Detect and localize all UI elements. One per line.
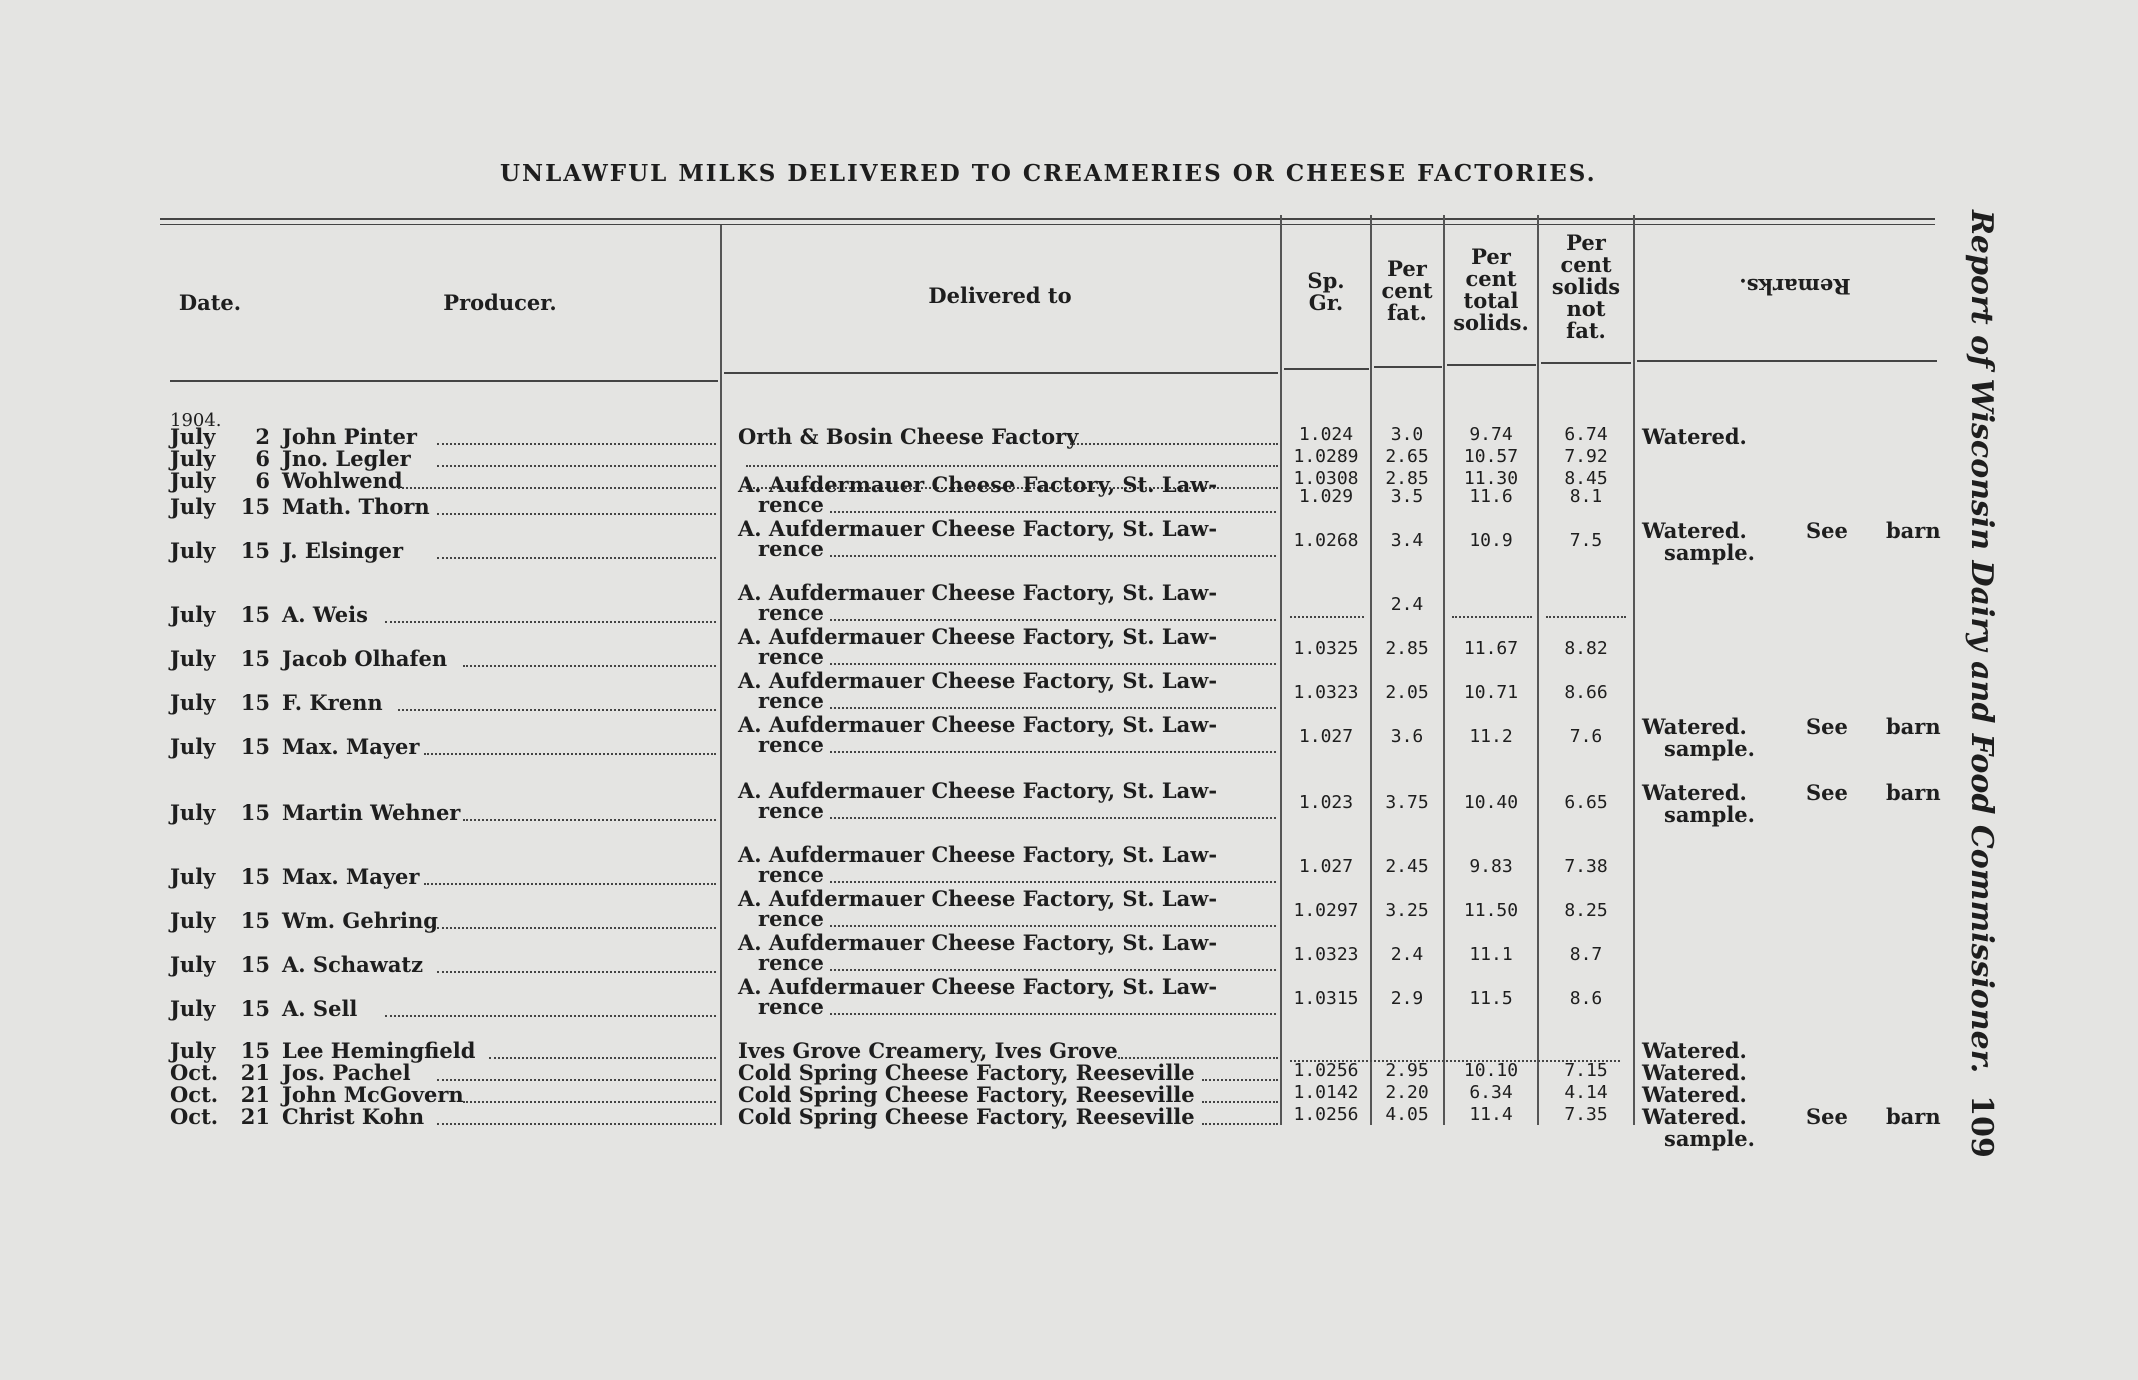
table-title: UNLAWFUL MILKS DELIVERED TO CREAMERIES OR CHEESE FACTORIES. — [500, 160, 1597, 187]
percent-fat: 2.4 — [1390, 594, 1424, 615]
percent-total-solids: 11.30 — [1463, 468, 1519, 489]
header-producer: Producer. — [443, 290, 557, 315]
specific-gravity: 1.0268 — [1293, 530, 1359, 551]
percent-solids-not-fat: 7.92 — [1564, 446, 1608, 467]
specific-gravity: 1.0142 — [1293, 1082, 1359, 1103]
leader-dots — [1118, 1057, 1278, 1059]
date-month: July — [170, 468, 216, 493]
specific-gravity: 1.0289 — [1293, 446, 1359, 467]
delivered-to: A. Aufdermauer Cheese Factory, St. Law- — [738, 668, 1218, 693]
column-divider — [1633, 215, 1635, 1125]
producer-name: A. Weis — [282, 602, 368, 627]
percent-solids-not-fat: 8.1 — [1569, 486, 1603, 507]
producer-name: Wm. Gehring — [282, 908, 438, 933]
remarks-text: Watered. — [1642, 518, 1747, 543]
percent-total-solids: 11.50 — [1463, 900, 1519, 921]
leader-dots — [830, 619, 1276, 621]
delivered-to-cont: rence — [758, 862, 824, 887]
percent-total-solids: 11.4 — [1469, 1104, 1513, 1125]
header-remarks: Remarks. — [1739, 274, 1851, 299]
leader-dots — [830, 817, 1276, 819]
percent-total-solids: 11.1 — [1469, 944, 1513, 965]
remarks-text-cont: sample. — [1664, 802, 1755, 827]
date-day: 15 — [240, 800, 270, 825]
percent-solids-not-fat: 7.6 — [1569, 726, 1603, 747]
delivered-to-cont: rence — [758, 994, 824, 1019]
percent-total-solids: 11.6 — [1469, 486, 1513, 507]
date-month: July — [170, 424, 216, 449]
delivered-to: A. Aufdermauer Cheese Factory, St. Law- — [738, 624, 1218, 649]
producer-name: A. Sell — [282, 996, 358, 1021]
date-day: 15 — [240, 494, 270, 519]
percent-solids-not-fat: 8.66 — [1564, 682, 1608, 703]
leader-dots — [830, 707, 1276, 709]
year-label: 1904. — [170, 410, 222, 431]
date-month: July — [170, 1038, 216, 1063]
percent-total-solids: 9.74 — [1469, 424, 1513, 445]
leader-dots — [830, 663, 1276, 665]
date-day: 15 — [240, 864, 270, 889]
date-day: 6 — [255, 468, 270, 493]
header-rule — [1374, 366, 1442, 368]
column-divider — [1370, 215, 1372, 1125]
producer-name: John Pinter — [282, 424, 417, 449]
leader-dots — [830, 969, 1276, 971]
percent-total-solids: 11.2 — [1469, 726, 1513, 747]
date-day: 15 — [240, 734, 270, 759]
delivered-to: A. Aufdermauer Cheese Factory, St. Law- — [738, 580, 1218, 605]
percent-fat: 2.85 — [1385, 638, 1429, 659]
leader-dots — [463, 1101, 716, 1103]
percent-total-solids: 10.40 — [1463, 792, 1519, 813]
remarks-barn: barn — [1886, 714, 1941, 739]
percent-total-solids: 10.9 — [1469, 530, 1513, 551]
leader-dots — [830, 925, 1276, 927]
remarks-see: See — [1806, 518, 1848, 543]
page-number: 109 — [1964, 1095, 1999, 1158]
delivered-to-cont: rence — [758, 644, 824, 669]
leader-dots — [830, 511, 1276, 513]
percent-total-solids: 6.34 — [1469, 1082, 1513, 1103]
date-day: 15 — [240, 1038, 270, 1063]
header-rule — [1541, 362, 1631, 364]
percent-solids-not-fat: 8.6 — [1569, 988, 1603, 1009]
leader-dots — [1202, 1079, 1278, 1081]
delivered-to: Cold Spring Cheese Factory, Reeseville — [738, 1082, 1195, 1107]
leader-dots — [437, 971, 716, 973]
percent-solids-not-fat: 6.65 — [1564, 792, 1608, 813]
percent-solids-not-fat: 8.7 — [1569, 944, 1603, 965]
delivered-to: A. Aufdermauer Cheese Factory, St. Law- — [738, 778, 1218, 803]
date-day: 15 — [240, 996, 270, 1021]
remarks-text-cont: sample. — [1664, 736, 1755, 761]
leader-dots — [424, 753, 716, 755]
date-day: 2 — [255, 424, 270, 449]
percent-fat: 2.45 — [1385, 856, 1429, 877]
delivered-to-cont: rence — [758, 798, 824, 823]
producer-name: J. Elsinger — [282, 538, 404, 563]
date-month: July — [170, 602, 216, 627]
header-rule — [1637, 360, 1937, 362]
header-delivered-to: Delivered to — [928, 283, 1072, 308]
top-rule-thin — [160, 224, 1935, 225]
header-rule — [170, 380, 718, 382]
remarks-see: See — [1806, 1104, 1848, 1129]
producer-name: F. Krenn — [282, 690, 383, 715]
date-month: Oct. — [170, 1104, 219, 1129]
producer-name: Wohlwend — [282, 468, 403, 493]
leader-dots — [385, 1015, 716, 1017]
percent-fat: 2.05 — [1385, 682, 1429, 703]
remarks-text: Watered. — [1642, 780, 1747, 805]
percent-solids-not-fat: 4.14 — [1564, 1082, 1608, 1103]
delivered-to: Ives Grove Creamery, Ives Grove — [738, 1038, 1118, 1063]
remarks-see: See — [1806, 780, 1848, 805]
leader-dots — [830, 751, 1276, 753]
leader-dots — [437, 1079, 716, 1081]
delivered-to-cont: rence — [758, 732, 824, 757]
percent-total-solids: 11.67 — [1463, 638, 1519, 659]
percent-fat: 2.20 — [1385, 1082, 1429, 1103]
column-divider — [1443, 215, 1445, 1125]
header-total-solids: Per cent total solids. — [1453, 244, 1529, 335]
delivered-to: Cold Spring Cheese Factory, Reeseville — [738, 1104, 1195, 1129]
delivered-to: A. Aufdermauer Cheese Factory, St. Law- — [738, 842, 1218, 867]
percent-total-solids: 9.83 — [1469, 856, 1513, 877]
leader-dots — [437, 1123, 716, 1125]
remarks-text: Watered. — [1642, 424, 1747, 449]
leader-dots — [1546, 616, 1626, 618]
leader-dots — [830, 555, 1276, 557]
date-day: 21 — [240, 1104, 270, 1129]
leader-dots — [424, 883, 716, 885]
specific-gravity: 1.0297 — [1293, 900, 1359, 921]
percent-fat: 2.95 — [1385, 1060, 1429, 1081]
percent-solids-not-fat: 7.35 — [1564, 1104, 1608, 1125]
percent-fat: 3.5 — [1390, 486, 1424, 507]
producer-name: A. Schawatz — [282, 952, 424, 977]
remarks-barn: barn — [1886, 518, 1941, 543]
specific-gravity: 1.0256 — [1293, 1104, 1359, 1125]
header-date: Date. — [178, 290, 242, 315]
specific-gravity: 1.0315 — [1293, 988, 1359, 1009]
date-day: 15 — [240, 908, 270, 933]
remarks-text-cont: sample. — [1664, 540, 1755, 565]
leader-dots — [437, 465, 716, 467]
delivered-to: Cold Spring Cheese Factory, Reeseville — [738, 1060, 1195, 1085]
percent-solids-not-fat: 7.5 — [1569, 530, 1603, 551]
date-month: July — [170, 538, 216, 563]
producer-name: Martin Wehner — [282, 800, 461, 825]
remarks-text: Watered. — [1642, 1038, 1747, 1063]
column-divider — [1537, 215, 1539, 1125]
specific-gravity: 1.024 — [1298, 424, 1354, 445]
date-month: July — [170, 646, 216, 671]
percent-fat: 2.65 — [1385, 446, 1429, 467]
header-rule — [1284, 368, 1369, 370]
producer-name: Christ Kohn — [282, 1104, 425, 1129]
remarks-text: Watered. — [1642, 1104, 1747, 1129]
remarks-text: Watered. — [1642, 1082, 1747, 1107]
producer-name: Math. Thorn — [282, 494, 430, 519]
leader-dots — [463, 665, 716, 667]
leader-dots — [398, 487, 716, 489]
header-rule — [1447, 364, 1536, 366]
specific-gravity: 1.027 — [1298, 856, 1354, 877]
header-fat: Per cent fat. — [1381, 256, 1433, 325]
producer-name: Jno. Legler — [282, 446, 411, 471]
date-month: Oct. — [170, 1082, 219, 1107]
percent-fat: 3.4 — [1390, 530, 1424, 551]
remarks-text: Watered. — [1642, 714, 1747, 739]
specific-gravity: 1.0323 — [1293, 682, 1359, 703]
date-day: 15 — [240, 952, 270, 977]
percent-total-solids: 10.71 — [1463, 682, 1519, 703]
leader-dots — [385, 621, 716, 623]
leader-dots — [437, 927, 716, 929]
delivered-to: A. Aufdermauer Cheese Factory, St. Law- — [738, 930, 1218, 955]
leader-dots — [1070, 443, 1278, 445]
leader-dots — [830, 1013, 1276, 1015]
leader-dots — [1202, 1101, 1278, 1103]
leader-dots — [437, 513, 716, 515]
percent-solids-not-fat: 8.45 — [1564, 468, 1608, 489]
date-day: 15 — [240, 690, 270, 715]
percent-fat: 3.25 — [1385, 900, 1429, 921]
leader-dots — [746, 465, 1278, 467]
producer-name: Lee Hemingfield — [282, 1038, 476, 1063]
date-day: 15 — [240, 538, 270, 563]
date-month: July — [170, 494, 216, 519]
date-month: Oct. — [170, 1060, 219, 1085]
running-head-text: Report of Wisconsin Dairy and Food Commissioner. — [1964, 210, 1999, 1074]
delivered-to-cont: rence — [758, 906, 824, 931]
leader-dots — [1290, 616, 1364, 618]
date-month: July — [170, 446, 216, 471]
producer-name: John McGovern — [282, 1082, 464, 1107]
remarks-text: Watered. — [1642, 1060, 1747, 1085]
delivered-to-cont: rence — [758, 536, 824, 561]
column-divider — [1280, 215, 1282, 1125]
delivered-to: Orth & Bosin Cheese Factory — [738, 424, 1079, 449]
specific-gravity: 1.023 — [1298, 792, 1354, 813]
date-month: July — [170, 690, 216, 715]
remarks-barn: barn — [1886, 780, 1941, 805]
leader-dots — [1202, 1123, 1278, 1125]
producer-name: Jacob Olhafen — [282, 646, 448, 671]
delivered-to: A. Aufdermauer Cheese Factory, St. Law- — [738, 516, 1218, 541]
delivered-to: A. Aufdermauer Cheese Factory, St. Law- — [738, 886, 1218, 911]
percent-solids-not-fat: 8.25 — [1564, 900, 1608, 921]
header-rule — [724, 372, 1278, 374]
delivered-to-cont: rence — [758, 950, 824, 975]
percent-solids-not-fat: 7.38 — [1564, 856, 1608, 877]
date-month: July — [170, 952, 216, 977]
specific-gravity: 1.0325 — [1293, 638, 1359, 659]
leader-dots — [830, 881, 1276, 883]
specific-gravity: 1.027 — [1298, 726, 1354, 747]
date-month: July — [170, 800, 216, 825]
percent-fat: 4.05 — [1385, 1104, 1429, 1125]
column-divider — [720, 225, 722, 1125]
date-day: 21 — [240, 1082, 270, 1107]
leader-dots — [489, 1057, 716, 1059]
percent-total-solids: 10.57 — [1463, 446, 1519, 467]
delivered-to: A. Aufdermauer Cheese Factory, St. Law- — [738, 472, 1218, 497]
delivered-to-cont: rence — [758, 600, 824, 625]
percent-fat: 3.75 — [1385, 792, 1429, 813]
percent-fat: 3.0 — [1390, 424, 1424, 445]
delivered-to-cont: rence — [758, 492, 824, 517]
percent-fat: 2.9 — [1390, 988, 1424, 1009]
specific-gravity: 1.0308 — [1293, 468, 1359, 489]
date-day: 6 — [255, 446, 270, 471]
leader-dots — [398, 709, 716, 711]
producer-name: Max. Mayer — [282, 864, 420, 889]
specific-gravity: 1.0323 — [1293, 944, 1359, 965]
header-solids-not-fat: Per cent solids not fat. — [1551, 230, 1621, 343]
leader-dots — [463, 819, 716, 821]
top-rule — [160, 218, 1935, 220]
leader-dots — [437, 443, 716, 445]
date-day: 15 — [240, 602, 270, 627]
remarks-see: See — [1806, 714, 1848, 739]
date-month: July — [170, 908, 216, 933]
percent-fat: 2.4 — [1390, 944, 1424, 965]
running-head — [1964, 210, 1999, 1158]
percent-solids-not-fat: 6.74 — [1564, 424, 1608, 445]
percent-fat: 3.6 — [1390, 726, 1424, 747]
header-sp-gr: Sp. Gr. — [1307, 268, 1345, 315]
remarks-barn: barn — [1886, 1104, 1941, 1129]
date-day: 15 — [240, 646, 270, 671]
specific-gravity: 1.0256 — [1293, 1060, 1359, 1081]
producer-name: Max. Mayer — [282, 734, 420, 759]
specific-gravity: 1.029 — [1298, 486, 1354, 507]
date-month: July — [170, 996, 216, 1021]
percent-fat: 2.85 — [1385, 468, 1429, 489]
leader-dots — [437, 557, 716, 559]
percent-total-solids: 11.5 — [1469, 988, 1513, 1009]
percent-total-solids: 10.10 — [1463, 1060, 1519, 1081]
leader-dots — [1452, 616, 1532, 618]
delivered-to: A. Aufdermauer Cheese Factory, St. Law- — [738, 974, 1218, 999]
delivered-to: A. Aufdermauer Cheese Factory, St. Law- — [738, 712, 1218, 737]
date-day: 21 — [240, 1060, 270, 1085]
delivered-to-cont: rence — [758, 688, 824, 713]
producer-name: Jos. Pachel — [282, 1060, 411, 1085]
percent-solids-not-fat: 7.15 — [1564, 1060, 1608, 1081]
remarks-text-cont: sample. — [1664, 1126, 1755, 1151]
percent-solids-not-fat: 8.82 — [1564, 638, 1608, 659]
date-month: July — [170, 864, 216, 889]
date-month: July — [170, 734, 216, 759]
